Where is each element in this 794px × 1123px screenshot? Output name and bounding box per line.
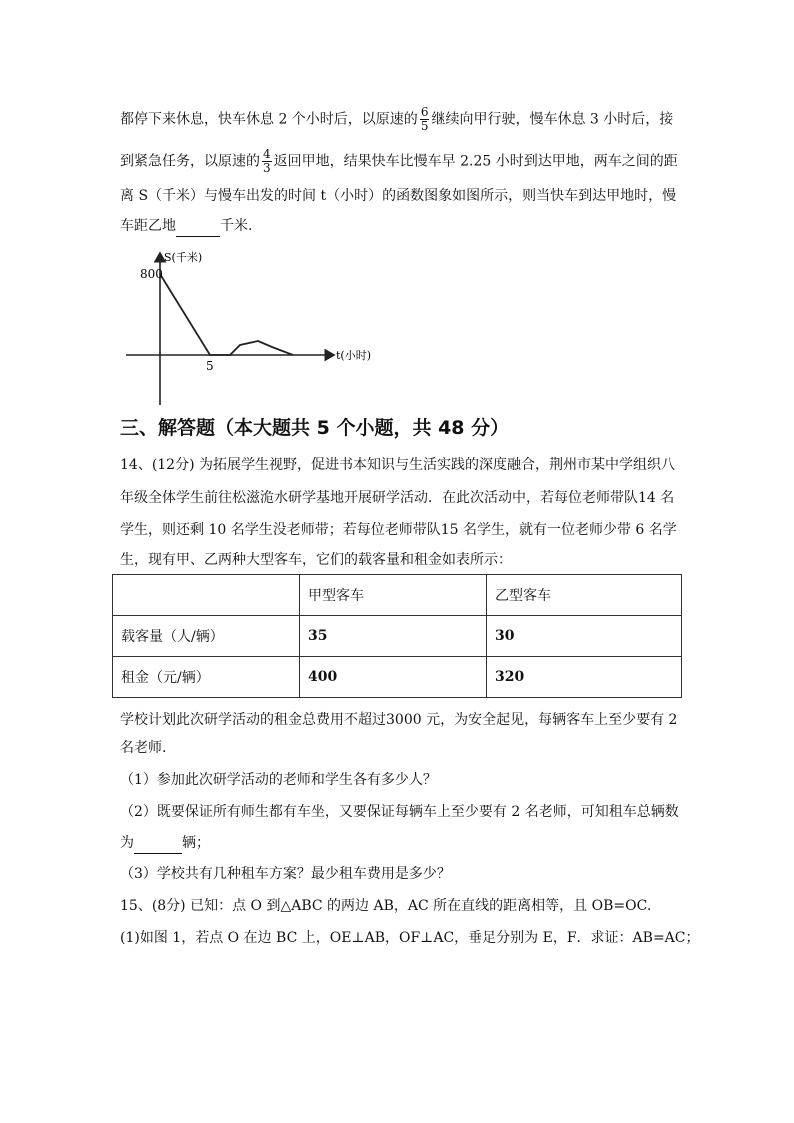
problem14-line2: 年级全体学生前往松滋洈水研学基地开展研学活动．在此次活动中，若每位老师带队14 名: [120, 490, 675, 506]
table-cell: 320: [487, 657, 682, 698]
table-header-cell: 甲型客车: [300, 575, 487, 616]
y-axis-label: S(千米): [164, 251, 203, 264]
problem14-line5: 学校计划此次研学活动的租金总费用不超过3000 元，为安全起见，每辆客车上至少要有 2: [120, 712, 678, 728]
table-cell: 载客量（人/辆）: [113, 616, 300, 657]
table-header-cell: [113, 575, 300, 616]
table-header-cell: 乙型客车: [487, 575, 682, 616]
question-3: （3）学校共有几种租车方案？最少租车费用是多少？: [120, 866, 451, 882]
answer-blank: [134, 833, 182, 854]
question-2-answer: 为 辆；: [120, 833, 210, 854]
problem13-line4: 车距乙地 千米.: [120, 216, 252, 237]
x-tick-5: 5: [206, 359, 214, 373]
problem15-line1: 15、(8分) 已知：点 O 到△ABC 的两边 AB，AC 所在直线的距离相等，且 OB=OC.: [120, 898, 652, 914]
section-title: 三、解答题（本大题共 5 个小题，共 48 分）: [120, 417, 510, 439]
table-cell: 400: [300, 657, 487, 698]
table-cell: 租金（元/辆）: [113, 657, 300, 698]
table-row: [113, 616, 682, 657]
question-1: （1）参加此次研学活动的老师和学生各有多少人？: [120, 772, 437, 788]
x-axis-label: t(小时): [336, 349, 372, 362]
problem14-line6: 名老师.: [120, 740, 167, 756]
problem13-line1: 都停下来休息，快车休息 2 个小时后，以原速的 $\frac{6}{5}$ 继续向甲行驶，慢车休息 3 小时后，接: [120, 105, 674, 133]
problem14-line1: 14、(12分) 为拓展学生视野，促进书本知识与生活实践的深度融合，荆州市某中学组织八: [120, 457, 676, 473]
answer-blank: [176, 216, 220, 237]
problem14-line4: 生，现有甲、乙两种大型客车，它们的载客量和租金如表所示：: [120, 552, 512, 568]
y-tick-800: 800: [140, 267, 163, 281]
table-header-row: [113, 575, 682, 616]
problem14-line3: 学生，则还剩 10 名学生没老师带；若每位老师带队15 名学生，就有一位老师少带 6 名学: [120, 522, 677, 538]
distance-time-graph: [120, 245, 380, 405]
table-cell: 35: [300, 616, 487, 657]
fraction-four-thirds: $\frac{4}{3}$: [263, 147, 271, 175]
distance-curve: [160, 274, 293, 355]
fraction-six-fifths: $\frac{6}{5}$: [420, 105, 429, 133]
problem13-line3: 离 S（千米）与慢车出发的时间 t（小时）的函数图象如图所示，则当快车到达甲地时，慢: [120, 188, 677, 204]
table-cell: 30: [487, 616, 682, 657]
problem13-line2: 到紧急任务，以原速的 $\frac{4}{3}$ 返回甲地，结果快车比慢车早 2.25 小时到达甲地，两车之间的距: [120, 147, 678, 175]
question-2: （2）既要保证所有师生都有车坐，又要保证每辆车上至少要有 2 名老师，可知租车总辆数: [120, 804, 679, 820]
problem15-line2: (1)如图 1，若点 O 在边 BC 上，OE⊥AB，OF⊥AC，垂足分别为 E，F．求证：AB=AC；: [120, 930, 700, 946]
rental-table: [112, 574, 682, 698]
table-row: [113, 657, 682, 698]
